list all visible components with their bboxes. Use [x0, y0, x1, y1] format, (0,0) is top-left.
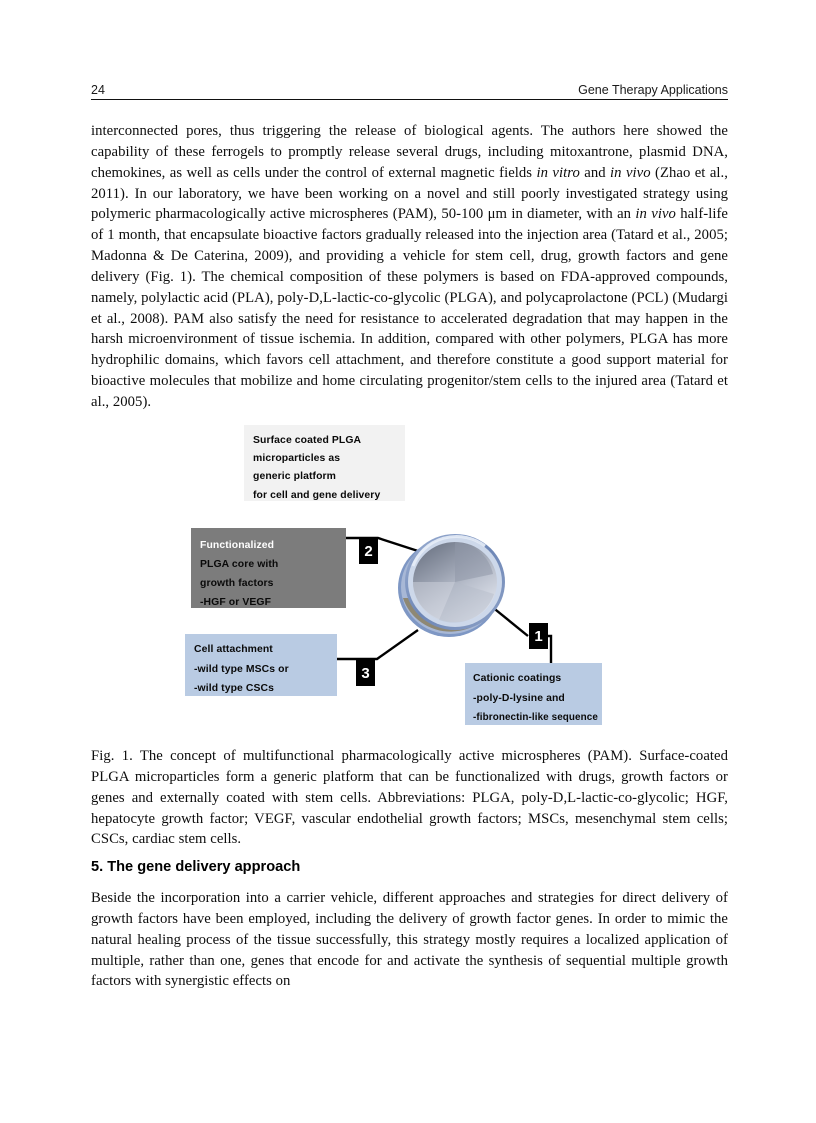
cell-box-title: Cell attachment [194, 644, 273, 655]
figure-marker-3: 3 [356, 660, 375, 686]
cell-box-line-2: -wild type MSCs or [194, 663, 289, 675]
functionalized-box-line-4: -HGF or VEGF [200, 597, 272, 608]
figure-marker-1: 1 [529, 623, 548, 649]
surface-box-line-1: Surface coated PLGA [253, 435, 362, 446]
cationic-box-line-2: -poly-D-lysine and [473, 692, 565, 704]
cationic-box-line-3: -fibronectin-like sequence [473, 712, 598, 723]
functionalized-box-line-3: growth factors [200, 578, 274, 589]
figure-box-cell-attachment [185, 634, 337, 696]
figure-box-cationic-coatings [465, 663, 602, 725]
functionalized-box-line-2: PLGA core with [200, 559, 279, 570]
body-paragraph-3-container [91, 888, 728, 992]
figure-box-surface-coated [244, 425, 405, 501]
figure-caption-container [91, 746, 728, 850]
microsphere-svg [393, 526, 515, 642]
book-title: Gene Therapy Applications [578, 83, 728, 97]
section-heading: 5. The gene delivery approach [91, 859, 301, 875]
body-paragraph-1-container [91, 121, 728, 413]
body-paragraph-1: interconnected pores, thus triggering the release of biological agents. The authors here showed the capability of these ferrogels to promptly release several drugs, including mitoxantrone, plasmid DNA, chemokines, as well as cells under the control of external magnetic fields in vitro and in vivo (Zhao et al., 2011). In our laboratory, we have been working on a novel and still poorly investigated strategy using polymeric pharmacologically active microspheres (PAM), 50-100 μm in diameter, with an in vivo half-life of 1 month, that encapsulate bioactive factors gradually released into the injection area (Tatard et al., 2005; Madonna & De Caterina, 2009), and providing a vehicle for stem cell, drug, growth factors and gene delivery (Fig. 1). The chemical composition of these polymers is based on FDA-approved compounds, namely, polylactic acid (PLA), poly-D,L-lactic-co-glycolic (PLGA), and polycaprolactone (PCL) (Mudargi et al., 2008). PAM also satisfy the need for resistance to accelerated degradation that may happen in the harsh microenvironment of tissue ischemia. In addition, compared with other polymers, PLGA has more hydrophilic domains, which favors cell attachment, and therefore constitute a good support material for bioactive molecules that mobilize and home circulating progenitor/stem cells to the injured area (Tatard et al., 2005). [91, 123, 729, 410]
page-number: 24 [91, 83, 105, 97]
figure-caption: Fig. 1. The concept of multifunctional pharmacologically active microspheres (PAM). Surface-coated PLGA microparticles form a generic platform that can be functionalized with drugs, growth factors or genes and externally coated with stem cells. Abbreviations: PLGA, poly-D,L-lactic-co-glycolic; HGF, hepatocyte growth factor; VEGF, vascular endothelial growth factors; MSCs, mesenchymal stem cells; CSCs, cardiac stem cells. [91, 748, 728, 848]
figure-1 [91, 418, 728, 734]
surface-box-line-2: microparticles as [253, 453, 341, 465]
figure-marker-2: 2 [359, 538, 378, 564]
running-header [91, 78, 728, 100]
surface-box-line-3: generic platform [253, 471, 337, 483]
functionalized-box-title: Functionalized [200, 540, 275, 551]
surface-box-line-4: for cell and gene delivery [253, 489, 381, 501]
cationic-box-title: Cationic coatings [473, 673, 562, 684]
body-paragraph-3: Beside the incorporation into a carrier vehicle, different approaches and strategies for direct delivery of growth factors have been employed, including the delivery of growth factor genes. In order to mimic the natural healing process of the tissue successfully, this strategy mostly requires a localized application of multiple, rather than one, genes that encode for and activate the synthesis of sequential multiple growth factors with synergistic effects on [91, 890, 728, 990]
microsphere-graphic [393, 526, 515, 642]
figure-box-functionalized [191, 528, 346, 608]
cell-box-line-3: -wild type CSCs [194, 683, 275, 694]
